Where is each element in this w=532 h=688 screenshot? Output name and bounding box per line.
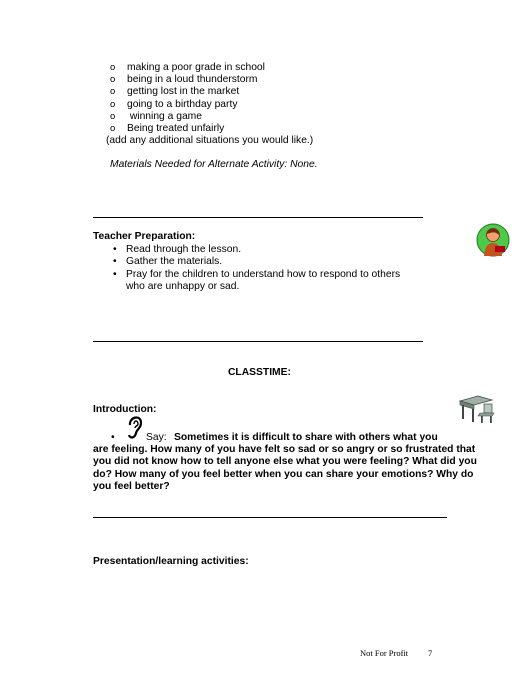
list-item: • Read through the lesson. [113, 244, 242, 255]
list-marker: o [110, 122, 116, 134]
teacher-prep-list [113, 244, 400, 293]
list-marker: o [110, 62, 116, 73]
list-marker: o [110, 86, 116, 98]
school-desk-icon [458, 395, 496, 425]
list-marker: o [110, 98, 116, 110]
situations-list [110, 62, 265, 135]
list-item: o Being treated unfairly [110, 122, 225, 134]
classtime-heading: CLASSTIME: [228, 367, 291, 378]
bullet: • [113, 256, 117, 268]
list-marker: o [110, 110, 116, 122]
footer-label: Not For Profit [360, 648, 409, 658]
teacher-prep-heading: Teacher Preparation: [93, 231, 196, 242]
list-item: o being in a loud thunderstorm [110, 74, 258, 86]
list-item: o going to a birthday party [110, 98, 238, 110]
situations-note: (add any additional situations you would like.) [106, 135, 314, 146]
teacher-prep-icon [476, 222, 510, 258]
say-label: Say: [146, 432, 167, 443]
divider [93, 217, 423, 218]
divider [93, 517, 447, 518]
presentation-heading: Presentation/learning activities: [93, 556, 249, 567]
divider [93, 341, 423, 342]
list-item: • Pray for the children to understand how to respond to others who are unhappy or sad. [113, 268, 401, 292]
list-item: o getting lost in the market [110, 86, 240, 98]
list-item: o winning a game [110, 110, 202, 122]
list-item: o making a poor grade in school [110, 62, 265, 73]
intro-paragraph: are feeling. How many of you have felt so sad or so angry or so frustrated that you did not know how to tell anyone else what you were feeling? What did you do? How many of you feel better when you can share your emotions? Why do you feel better? [93, 444, 477, 492]
bullet: • [113, 244, 117, 255]
ear-icon [126, 413, 144, 441]
intro-bullet: • [111, 432, 115, 443]
page-number: 7 [428, 648, 433, 658]
materials-line: Materials Needed for Alternate Activity: None. [110, 159, 318, 170]
intro-text-first-line: Sometimes it is difficult to share with others what you [174, 432, 438, 443]
list-marker: o [110, 74, 116, 86]
list-item: • Gather the materials. [113, 256, 223, 268]
bullet: • [113, 268, 117, 280]
introduction-heading: Introduction: [93, 404, 157, 415]
